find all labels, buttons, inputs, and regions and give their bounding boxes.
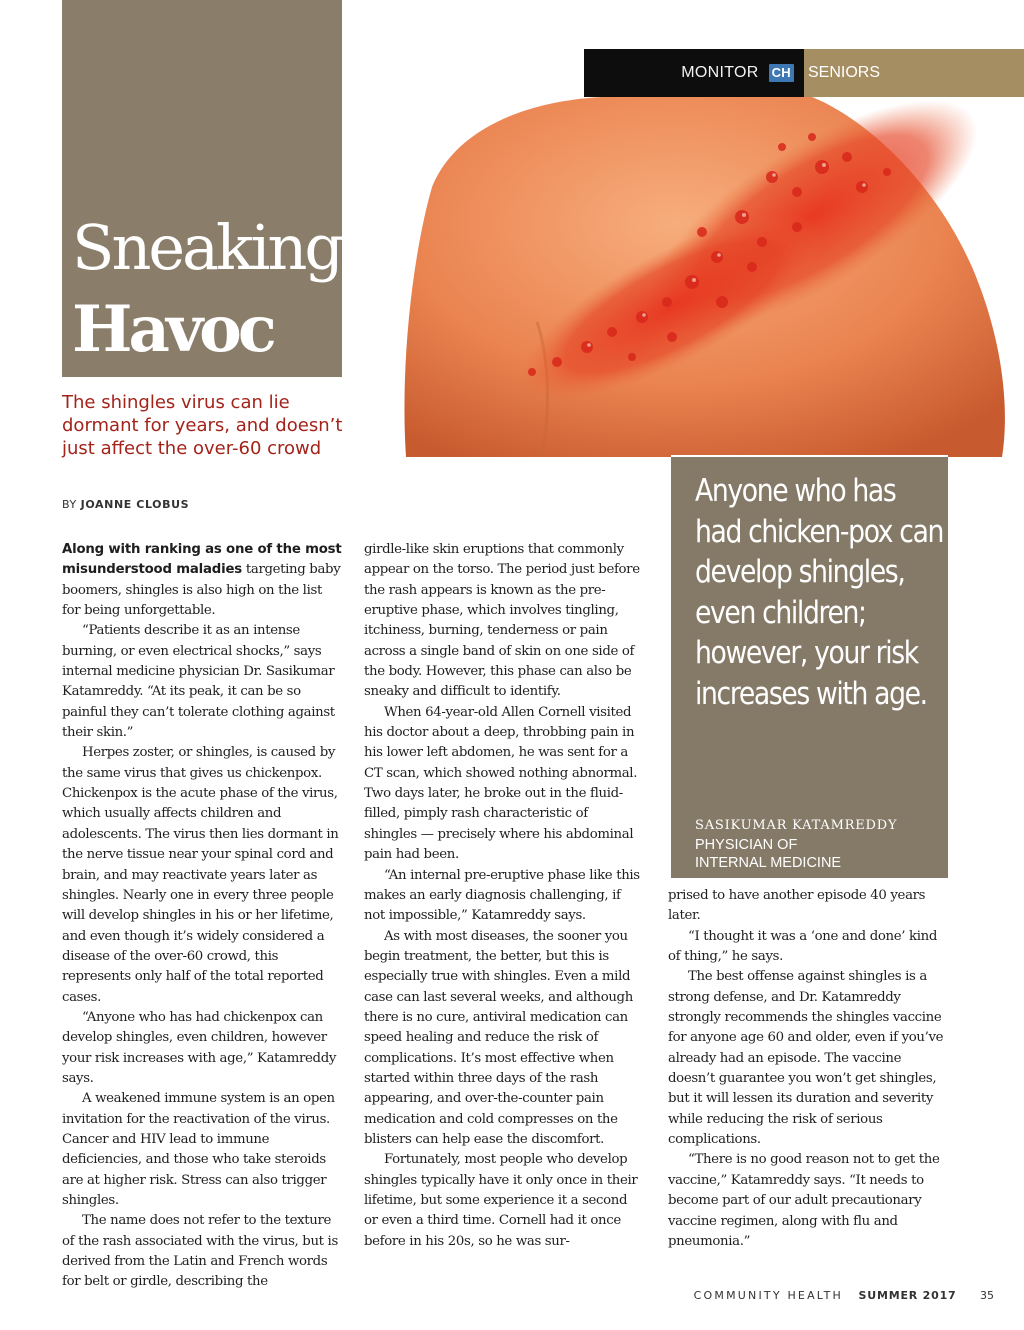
- paragraph: “I thought it was a ‘one and done’ kind of thing,” he says.: [668, 928, 937, 965]
- paragraph: “An internal pre-eruptive phase like this makes an early diagnosis challenging, if not impossible,” Katamreddy says.: [364, 867, 640, 924]
- paragraph: A weakened immune system is an open invitation for the reactivation of the virus. Cancer and HIV lead to immune deficiencies, and those who take steroids are at higher risk. Stress can also trigger shingles.: [62, 1091, 335, 1208]
- pull-quote-box: [671, 455, 948, 878]
- paragraph: “Patients describe it as an intense burning, or even electrical shocks,” says internal medicine physician Dr. Sasikumar Katamreddy. “At its peak, it can be so painful they can’t tolerate clothing against their skin.”: [62, 623, 335, 741]
- publication-name: COMMUNITY HEALTH: [693, 1289, 844, 1302]
- paragraph: Fortunately, most people who develop shingles typically have it only once in their lifetime, but some experience it a second or even a third time. Cornell had it once before in his 20s, so he was sur-: [364, 1152, 638, 1249]
- issue-label: SUMMER 2017: [858, 1289, 957, 1302]
- paragraph: The name does not refer to the texture of the rash associated with the virus, but is derived from the Latin and French words for belt or girdle, describing the: [62, 1213, 338, 1290]
- role-line-1: PHYSICIAN OF: [695, 837, 798, 853]
- byline: [62, 498, 189, 511]
- headline-line-2: Havoc: [72, 292, 273, 367]
- paragraph-text: targeting baby boomers, shingles is also high on the list for being unforgettable.: [62, 562, 341, 619]
- article-column-1: [62, 540, 344, 1293]
- page-number: 35: [980, 1289, 994, 1302]
- category-label-box: [804, 49, 1024, 97]
- paragraph: “There is no good reason not to get the vaccine,” Katamreddy says. “It needs to become part of our adult precautionary vaccine regimen, along with flu and pneumonia.”: [668, 1152, 940, 1249]
- pull-quote-attribution-role: [695, 836, 841, 872]
- paragraph: “Anyone who has had chickenpox can develop shingles, even children, however your risk increases with age,” Katamreddy says.: [62, 1009, 337, 1086]
- lead-in: Along with ranking as one of the most misunderstood maladies: [62, 542, 342, 578]
- category-label: SENIORS: [808, 64, 881, 81]
- byline-prefix: BY: [62, 498, 77, 511]
- pull-quote-text: Anyone who has had chicken-pox can develop shingles, even children; however, your risk increases with age.: [695, 473, 944, 712]
- subheadline: The shingles virus can lie dormant for years, and doesn’t just affect the over-60 crowd: [62, 392, 343, 459]
- shingles-rash-back-illustration: [342, 97, 1024, 457]
- paragraph: When 64-year-old Allen Cornell visited his doctor about a deep, throbbing pain in his lower left abdomen, he was sent for a CT scan, which showed nothing abnormal. Two days later, he broke out in the fluid-filled, pimply rash characteristic of shingles — precisely where his abdominal pain had been.: [364, 704, 638, 863]
- ch-logo-icon: CH: [769, 64, 794, 82]
- section-label: MONITOR: [681, 64, 759, 81]
- paragraph: [62, 540, 344, 621]
- paragraph: The best offense against shingles is a strong defense, and Dr. Katamreddy strongly recommends the shingles vaccine for anyone age 60 and older, even if you’ve already had an episode. The vaccine doesn’t guarantee you won’t get shingles, but it will lessen its duration and severity while reducing the risk of serious complications.: [668, 969, 944, 1148]
- byline-author: JOANNE CLOBUS: [80, 498, 190, 511]
- paragraph: As with most diseases, the sooner you begin treatment, the better, but this is especially true with shingles. Even a mild case can last several weeks, and although there is no cure, antiviral medication can speed healing and reduce the risk of complications. It’s most effective when started within three days of the rash appearing, and over-the-counter pain medication and cold compresses on the blisters can help ease the discomfort.: [364, 928, 633, 1147]
- paragraph: prised to have another episode 40 years later.: [668, 888, 926, 924]
- paragraph: girdle-like skin eruptions that commonly appear on the torso. The period just before the rash appears is known as the pre-eruptive phase, which involves tingling, itchiness, burning, tenderness or pain across a single band of skin on one side of the body. However, this phase can also be sneaky and difficult to identify.: [364, 542, 640, 700]
- role-line-2: INTERNAL MEDICINE: [695, 855, 842, 871]
- article-column-3: [668, 886, 950, 1252]
- article-column-2: [364, 540, 644, 1252]
- section-header-bar: [584, 49, 1024, 97]
- title-block: [62, 0, 342, 377]
- paragraph: Herpes zoster, or shingles, is caused by the same virus that gives us chickenpox. Chickenpox is the acute phase of the virus, which usually affects children and adolescents. The virus then lies dormant in the nerve tissue near your spinal cord and brain, and may reactivate years later as shingles. Nearly one in every three people will develop shingles in his or her lifetime, and even though it’s widely considered a disease of the over-60 crowd, this represents only half of the total reported cases.: [62, 745, 339, 1005]
- section-label-box: [584, 49, 804, 97]
- page-footer: [694, 1289, 994, 1302]
- pull-quote-attribution-name: SASIKUMAR KATAMREDDY: [695, 818, 898, 833]
- headline-line-1: Sneaking: [72, 211, 342, 284]
